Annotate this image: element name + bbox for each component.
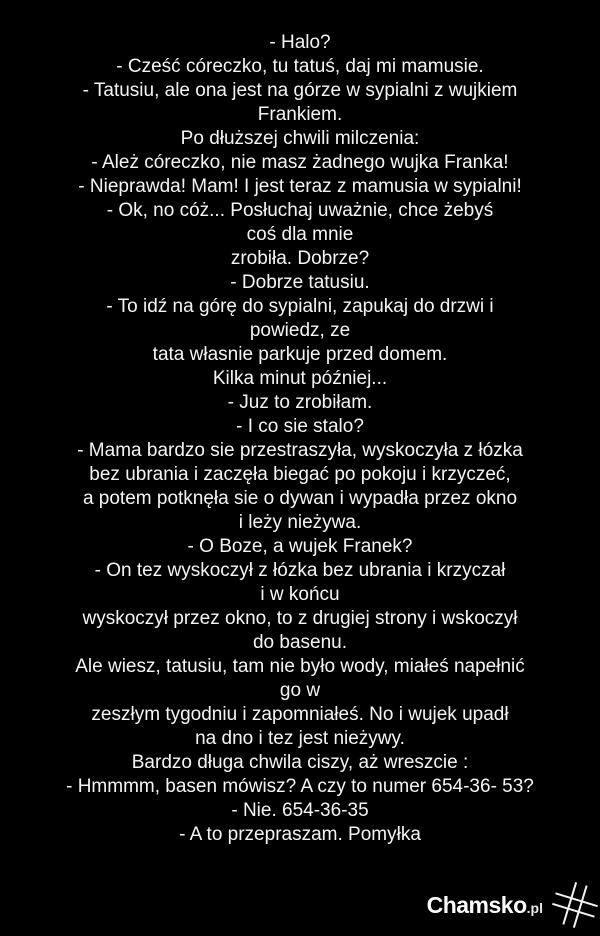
- hash-icon: [552, 881, 598, 929]
- joke-line: Po dłuższej chwili milczenia:: [180, 128, 420, 149]
- joke-line: Kilka minut później...: [212, 368, 388, 389]
- joke-line: - On tez wyskoczył z łózka bez ubrania i krzyczał: [94, 560, 506, 581]
- joke-line: Bardzo długa chwila ciszy, aż wreszcie :: [131, 752, 469, 773]
- brand-name: [426, 891, 543, 918]
- joke-line: - O Boze, a wujek Franek?: [187, 536, 413, 557]
- joke-line: i leży nieżywa.: [238, 512, 362, 533]
- joke-line: - Ależ córeczko, nie masz żadnego wujka Franka!: [91, 152, 509, 173]
- joke-line: - A to przepraszam. Pomyłka: [179, 824, 421, 845]
- joke-line: - Ok, no cóż... Posłuchaj uważnie, chce żebyś: [106, 200, 494, 221]
- joke-line: - Dobrze tatusiu.: [230, 272, 370, 293]
- brand-text: Chamsko: [426, 891, 527, 918]
- brand-tld: .pl: [526, 899, 543, 916]
- joke-line: a potem potknęła sie o dywan i wypadła przez okno: [82, 488, 518, 509]
- joke-line: - Nie. 654-36-35: [231, 800, 369, 821]
- joke-line: - Mama bardzo sie przestraszyła, wyskoczyła z łózka: [77, 440, 523, 461]
- joke-line: do basenu.: [252, 632, 348, 653]
- joke-line: - To idź na górę do sypialni, zapukaj do drzwi i: [106, 296, 494, 317]
- joke-line: tata własnie parkuje przed domem.: [152, 344, 448, 365]
- joke-line: - I co sie stalo?: [236, 416, 364, 437]
- joke-line: zrobiła. Dobrze?: [230, 248, 370, 269]
- joke-line: na dno i tez jest nieżywy.: [195, 728, 405, 749]
- joke-line: zeszłym tygodniu i zapomniałeś. No i wujek upadł: [91, 704, 509, 725]
- joke-line: go w: [279, 680, 321, 701]
- joke-line: coś dla mnie: [246, 224, 354, 245]
- joke-line: - Cześć córeczko, tu tatuś, daj mi mamusie.: [116, 56, 484, 77]
- joke-line: - Juz to zrobiłam.: [227, 392, 373, 413]
- joke-line: powiedz, ze: [249, 320, 351, 341]
- joke-text: [0, 31, 600, 847]
- joke-line: bez ubrania i zaczęła biegać po pokoju i krzyczeć,: [89, 464, 511, 485]
- joke-line: wyskoczył przez okno, to z drugiej strony i wskoczył: [82, 608, 518, 629]
- joke-line: Ale wiesz, tatusiu, tam nie było wody, miałeś napełnić: [75, 656, 525, 677]
- joke-line: Frankiem.: [257, 104, 343, 125]
- joke-line: i w końcu: [260, 584, 340, 605]
- joke-line: - Tatusiu, ale ona jest na górze w sypialni z wujkiem: [82, 80, 518, 101]
- joke-line: - Halo?: [269, 32, 331, 53]
- site-logo: [427, 881, 598, 929]
- joke-line: - Hmmmm, basen mówisz? A czy to numer 654-36- 53?: [66, 776, 534, 797]
- joke-line: - Nieprawda! Mam! I jest teraz z mamusia w sypialni!: [78, 176, 522, 197]
